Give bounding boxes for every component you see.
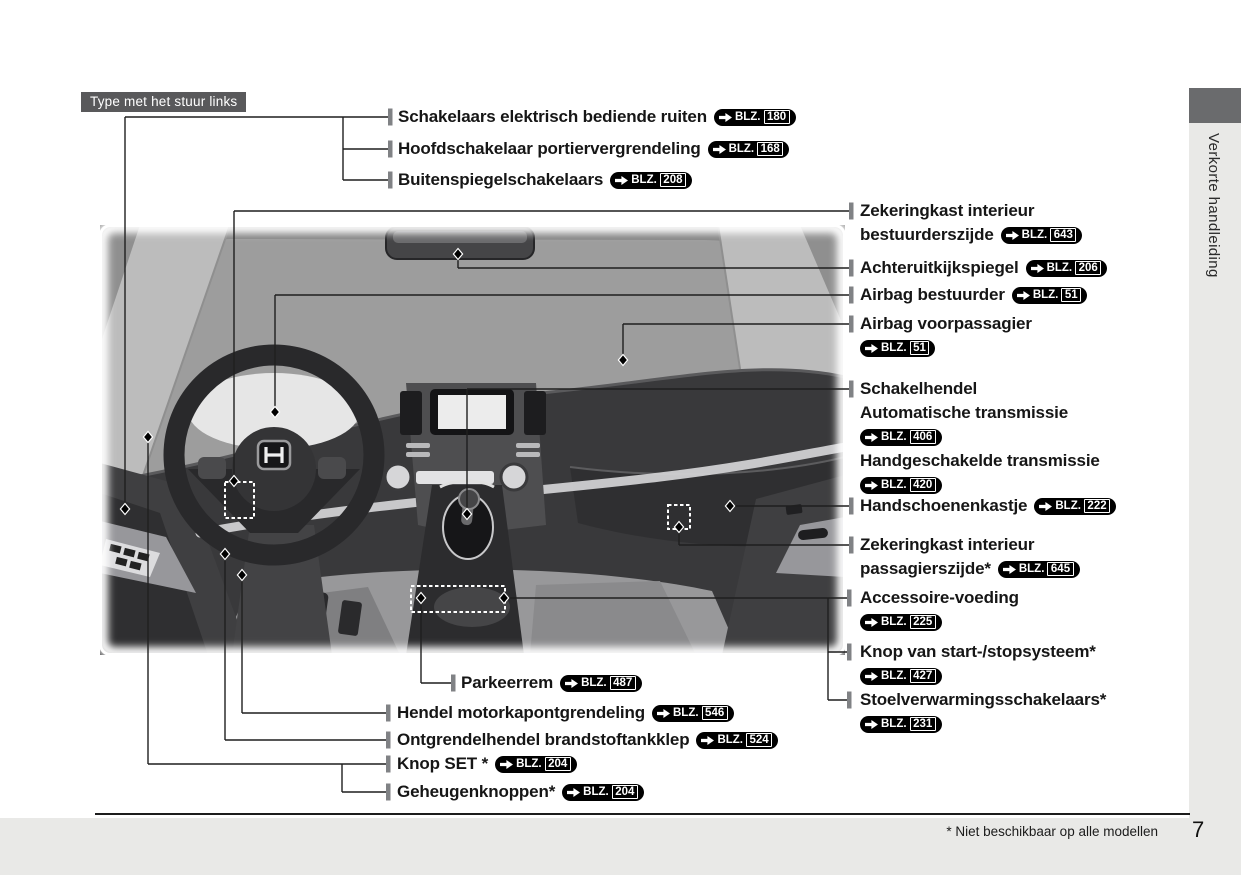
footnote: * Niet beschikbaar op alle modellen <box>946 824 1158 839</box>
page-ref-label: BLZ. <box>881 342 907 354</box>
callout-label-text: Airbag voorpassagier <box>860 314 1032 333</box>
page-ref-label: BLZ. <box>1032 289 1059 301</box>
callout-start-stop-button <box>860 640 1096 688</box>
callout-label-text: bestuurderszijde <box>860 225 994 244</box>
callout-label-text: Automatische transmissie <box>860 403 1069 422</box>
page-ref-label: BLZ. <box>881 479 907 491</box>
arrow-right-icon <box>1017 291 1030 300</box>
center-display <box>438 395 506 429</box>
page-ref-badge[interactable] <box>1034 498 1116 515</box>
page-ref-number: 487 <box>610 676 636 691</box>
page-ref-number: 643 <box>1050 228 1076 243</box>
callout-fuse-box-passenger-side <box>860 533 1080 581</box>
page-ref-label: BLZ. <box>631 174 657 186</box>
page-ref-badge[interactable] <box>495 756 577 773</box>
callout-fuel-door-release-lever <box>397 728 778 752</box>
arrow-right-icon <box>1031 264 1044 273</box>
page-number: 7 <box>1192 817 1205 842</box>
page-ref-number: 524 <box>746 733 772 748</box>
callout-passenger-airbag <box>860 312 1032 360</box>
page-ref-badge[interactable] <box>708 141 790 158</box>
arrow-right-icon <box>865 344 878 353</box>
page-ref-badge[interactable] <box>860 668 942 685</box>
arrow-right-icon <box>500 760 513 769</box>
footer-rule <box>95 813 1190 815</box>
page-ref-number: 51 <box>910 341 930 356</box>
arrow-right-icon <box>719 113 732 122</box>
page-ref-label: BLZ. <box>1046 262 1073 274</box>
callout-door-lock-master-switch <box>398 137 789 161</box>
page-ref-badge[interactable] <box>860 716 942 733</box>
callout-memory-buttons <box>397 780 644 804</box>
page-ref-label: BLZ. <box>1021 229 1048 241</box>
callout-label-text: Parkeerrem <box>461 673 554 692</box>
page-ref-label: BLZ. <box>881 616 907 628</box>
page-ref-badge[interactable] <box>1001 227 1083 244</box>
arrow-right-icon <box>1039 502 1052 511</box>
steering-type-badge: Type met het stuur links <box>81 92 246 112</box>
callout-label-text: Buitenspiegelschakelaars <box>398 170 604 189</box>
callout-label-text: passagierszijde* <box>860 559 991 578</box>
sidebar-label: Verkorte handleiding <box>1205 133 1222 278</box>
callout-label-text: Hendel motorkapontgrendeling <box>397 703 645 722</box>
page-ref-label: BLZ. <box>1055 500 1081 512</box>
page-ref-badge[interactable] <box>860 477 942 494</box>
page-ref-label: BLZ. <box>516 758 542 770</box>
callout-glove-box <box>860 494 1116 518</box>
page-ref-badge[interactable] <box>560 675 642 692</box>
dashboard-interior-photo <box>100 225 845 655</box>
callout-accessory-power-socket <box>860 586 1019 634</box>
callout-label-text: Zekeringkast interieur <box>860 201 1035 220</box>
callout-power-window-switches <box>398 105 796 129</box>
arrow-right-icon <box>1006 231 1019 240</box>
page-ref-label: BLZ. <box>1018 563 1045 575</box>
arrow-right-icon <box>865 618 878 627</box>
page-ref-number: 225 <box>910 615 936 630</box>
callout-label-text: Achteruitkijkspiegel <box>860 258 1019 277</box>
arrow-right-icon <box>865 481 878 490</box>
page-ref-badge[interactable] <box>998 561 1080 578</box>
callout-label-text: Knop SET * <box>397 754 489 773</box>
page-ref-badge[interactable] <box>610 172 692 189</box>
callout-rearview-mirror <box>860 256 1107 280</box>
callout-label-text: Accessoire-voeding <box>860 588 1019 607</box>
page-ref-badge[interactable] <box>652 705 734 722</box>
callout-label-text: Ontgrendelhendel brandstoftankklep <box>397 730 690 749</box>
page-ref-number: 645 <box>1047 562 1073 577</box>
arrow-right-icon <box>865 672 878 681</box>
page-ref-badge[interactable] <box>696 732 778 749</box>
page-ref-number: 546 <box>702 706 728 721</box>
page-ref-number: 51 <box>1061 288 1081 303</box>
page-ref-number: 222 <box>1084 499 1110 514</box>
arrow-right-icon <box>713 145 726 154</box>
arrow-right-icon <box>701 736 714 745</box>
callout-label-text: Schakelhendel <box>860 379 978 398</box>
page-ref-badge[interactable] <box>714 109 796 126</box>
arrow-right-icon <box>615 176 628 185</box>
page-ref-label: BLZ. <box>672 707 699 719</box>
page-ref-label: BLZ. <box>728 143 755 155</box>
dashboard-photo-frame <box>100 225 845 655</box>
callout-label-text: Airbag bestuurder <box>860 285 1005 304</box>
page-ref-label: BLZ. <box>583 786 609 798</box>
page-ref-badge[interactable] <box>1026 260 1108 277</box>
callout-mirror-switches <box>398 168 692 192</box>
callout-label-text: Stoelverwarmingsschakelaars* <box>860 690 1107 709</box>
page-ref-badge[interactable] <box>562 784 644 801</box>
page-ref-label: BLZ. <box>881 718 907 730</box>
page-ref-number: 206 <box>1075 261 1101 276</box>
callout-label-text: Handschoenenkastje <box>860 496 1028 515</box>
page-ref-number: 168 <box>757 142 783 157</box>
page-ref-label: BLZ. <box>581 677 607 689</box>
callout-seat-heater-switches <box>860 688 1106 736</box>
callout-hood-release-lever <box>397 701 734 725</box>
arrow-right-icon <box>1003 565 1016 574</box>
page-ref-number: 204 <box>612 785 638 800</box>
callout-parking-brake <box>461 671 642 695</box>
arrow-right-icon <box>657 709 670 718</box>
callout-shift-lever <box>860 377 1100 497</box>
callout-set-button <box>397 752 577 776</box>
callout-driver-airbag <box>860 283 1087 307</box>
page-ref-label: BLZ. <box>717 734 743 746</box>
page-ref-number: 427 <box>910 669 936 684</box>
callout-label-text: Geheugenknoppen* <box>397 782 556 801</box>
arrow-right-icon <box>865 720 878 729</box>
page-ref-badge[interactable] <box>860 340 935 357</box>
page-ref-number: 420 <box>910 478 936 493</box>
page-ref-number: 231 <box>910 717 936 732</box>
callout-label-text: Schakelaars elektrisch bediende ruiten <box>398 107 707 126</box>
page-ref-badge[interactable] <box>860 429 942 446</box>
page-ref-label: BLZ. <box>734 111 761 123</box>
page-ref-number: 406 <box>910 430 936 445</box>
callout-label-text: Handgeschakelde transmissie <box>860 451 1100 470</box>
chapter-tab <box>1189 88 1241 123</box>
page-ref-label: BLZ. <box>881 670 907 682</box>
callout-fuse-box-driver-side <box>860 199 1082 247</box>
arrow-right-icon <box>865 433 878 442</box>
page-ref-number: 180 <box>764 110 790 125</box>
page-ref-badge[interactable] <box>860 614 942 631</box>
page-ref-badge[interactable] <box>1012 287 1087 304</box>
page-ref-label: BLZ. <box>881 431 907 443</box>
page-ref-number: 208 <box>660 173 686 188</box>
shift-knob <box>459 489 479 509</box>
page-ref-number: 204 <box>545 757 571 772</box>
arrow-right-icon <box>565 679 578 688</box>
arrow-right-icon <box>567 788 580 797</box>
callout-label-text: Hoofdschakelaar portiervergrendeling <box>398 139 701 158</box>
callout-label-text: Zekeringkast interieur <box>860 535 1035 554</box>
callout-label-text: Knop van start-/stopsysteem* <box>860 642 1096 661</box>
